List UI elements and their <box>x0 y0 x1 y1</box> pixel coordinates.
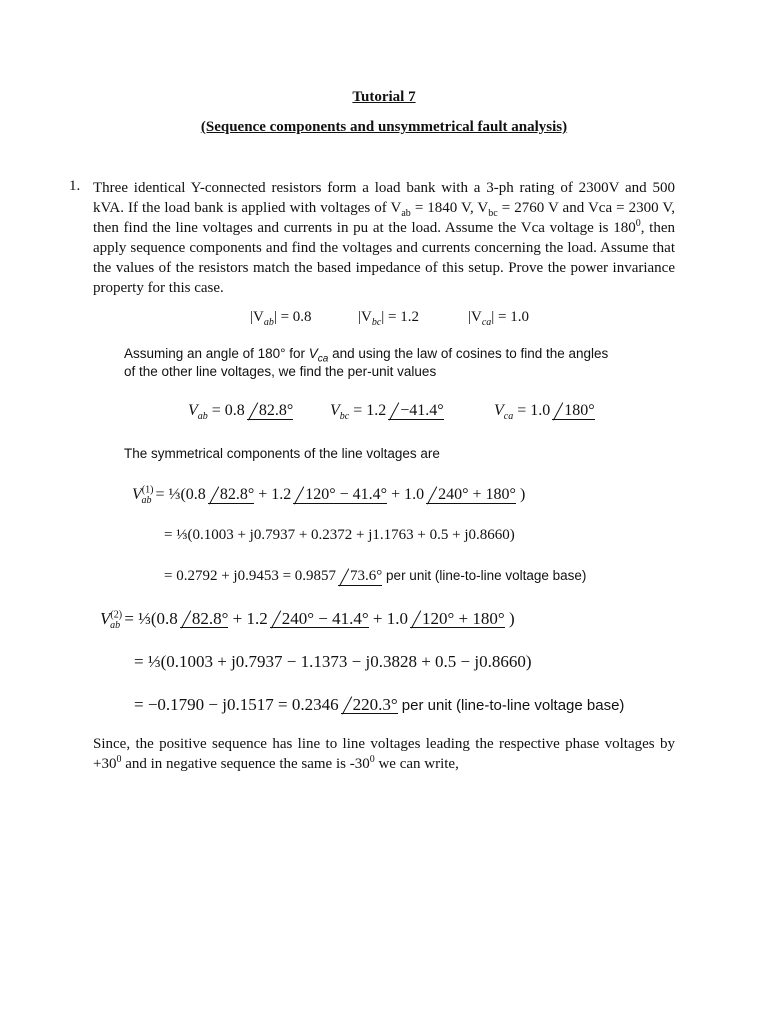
negative-seq-eq-line-1: $V^{(2)}_{ab}$ = ⅓(0.8 82.8° + 1.2 240° − 41.4° + 1.0 120° + 180° ) <box>100 609 515 632</box>
angle-symbol: 82.8° <box>247 402 293 420</box>
angle-symbol: 240° + 180° <box>426 486 516 504</box>
angle-symbol: 73.6° <box>338 568 382 586</box>
positive-seq-eq-line-2: = ⅓(0.1003 + j0.7937 + 0.2372 + j1.1763 + 0.5 + j0.8660) <box>164 527 515 543</box>
question-number: 1. <box>69 178 81 194</box>
negative-seq-eq-line-2: = ⅓(0.1003 + j0.7937 − 1.1373 − j0.3828 + 0.5 − j0.8660) <box>134 652 532 671</box>
angle-symbol: 82.8° <box>208 486 254 504</box>
page-subtitle: (Sequence components and unsymmetrical fault analysis) <box>200 119 568 135</box>
conclusion-text: Since, the positive sequence has line to line voltages leading the respective phase voltages by $+30^0$ and in negative sequence the same is $-30^0$ we can write, <box>93 736 675 772</box>
angle-symbol: 120° + 180° <box>410 610 505 628</box>
positive-seq-eq-line-3: = 0.2792 + j0.9453 = 0.9857 73.6° per unit (line-to-line voltage base) <box>164 568 587 584</box>
phasor-vab: $V_{ab} = 0.8$ 82.8° <box>188 402 294 423</box>
angle-symbol: −41.4° <box>388 402 443 420</box>
angle-symbol: 180° <box>552 402 594 420</box>
magnitude-vab: $|V_{ab}| = 0.8$ <box>250 309 312 328</box>
angle-symbol: 120° − 41.4° <box>293 486 387 504</box>
symmetrical-intro: The symmetrical components of the line voltages are <box>124 446 440 461</box>
phasor-vbc: $V_{bc} = 1.2 -41.4^\circ$ <box>330 402 444 423</box>
phasor-vca: $V_{ca} = 1.0$ 180° <box>494 402 595 423</box>
positive-seq-eq-line-1: $V^{(1)}_{ab}$ = ⅓(0.8 82.8° + 1.2 120° − 41.4° + 1.0 240° + 180° ) <box>132 484 526 507</box>
angle-symbol: 82.8° <box>180 610 229 628</box>
angle-symbol: 220.3° <box>341 696 398 714</box>
magnitude-vbc: $|V_{bc}| = 1.2$ <box>358 309 420 328</box>
negative-seq-eq-line-3: = −0.1790 − j0.1517 = 0.2346 220.3° per unit (line-to-line voltage base) <box>134 695 625 714</box>
assume-line-1: Assuming an angle of 180° for $V_{ca}$ and using the law of cosines to find the angles <box>124 346 609 365</box>
page-title: Tutorial 7 <box>352 89 416 105</box>
question-text: Three identical Y-connected resistors form a load bank with a 3-ph rating of 2300V and 500 kVA. If the load bank is applied with voltages of $V_{ab} = 1840$ V, $V_{bc} = 2760$ V and Vca = 2300 V, then find the line voltages and currents in pu at the load. Assume the Vca voltage is $180^0$, then apply sequence components and find the voltages and currents concerning the load. Assume that the values of the resistors match the based impedance of this setup. Prove the power invariance property for this case. <box>93 180 676 296</box>
angle-symbol: 240° − 41.4° <box>270 610 369 628</box>
magnitude-vca: $|V_{ca}| = 1.0$ <box>468 309 530 328</box>
assume-line-2: of the other line voltages, we find the per-unit values <box>124 364 437 379</box>
